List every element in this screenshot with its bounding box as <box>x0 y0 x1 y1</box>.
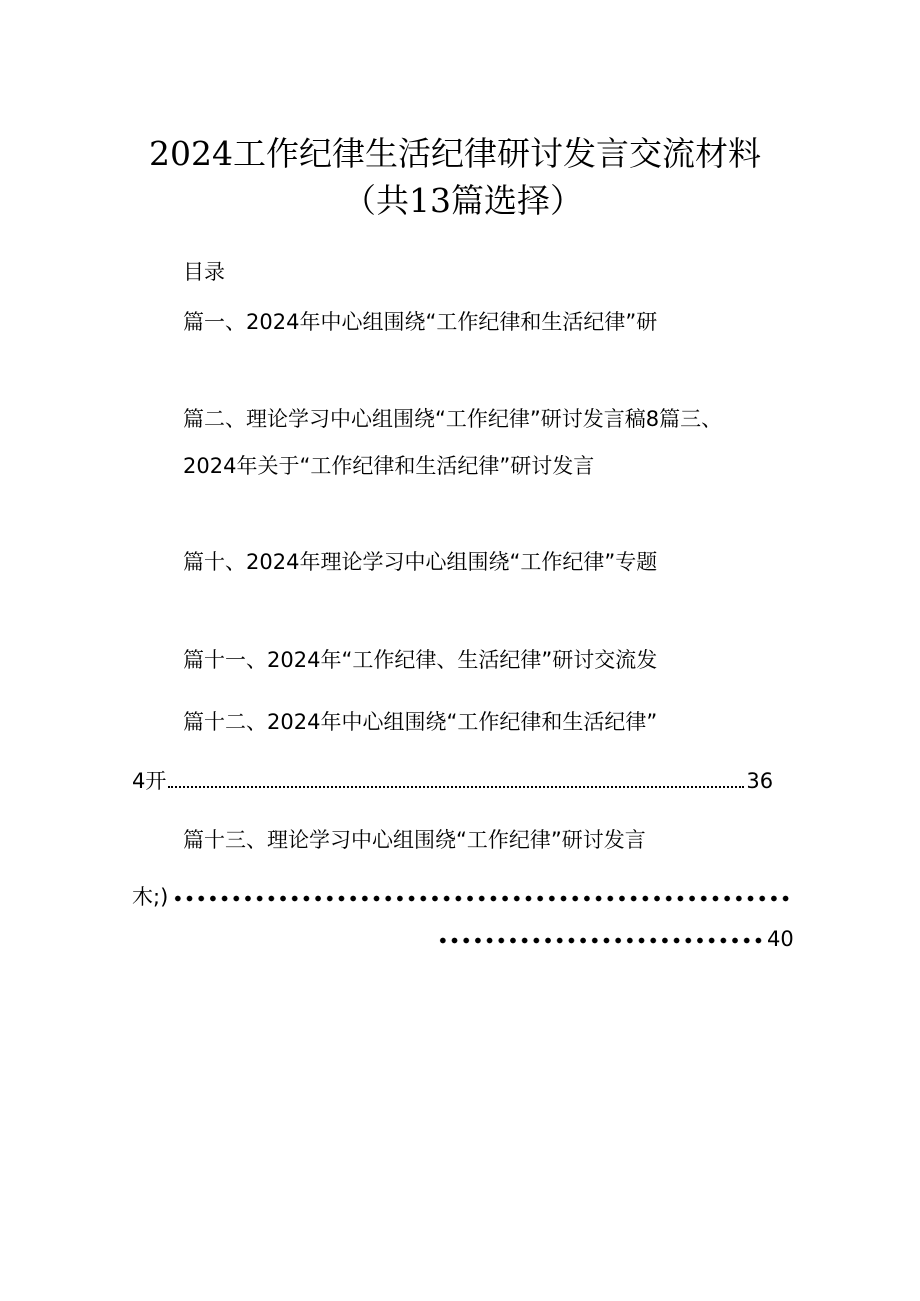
toc-entry-13-page-number: 40 <box>767 927 794 951</box>
toc-entry-11[interactable]: 篇十一、2024年“工作纪律、生活纪律”研讨交流发 <box>183 648 658 672</box>
toc-entry-1[interactable]: 篇一、2024年中心组围绕“工作纪律和生活纪律”研 <box>183 310 658 334</box>
toc-entry-13-continuation[interactable] <box>132 883 790 911</box>
toc-entry-3[interactable]: 2024年关于“工作纪律和生活纪律”研讨发言 <box>183 454 595 478</box>
toc-entry-12[interactable]: 篇十二、2024年中心组围绕“工作纪律和生活纪律” <box>183 710 658 734</box>
dot-leader <box>437 937 767 944</box>
toc-entry-2[interactable]: 篇二、理论学习中心组围绕“工作纪律”研讨发言稿8篇三、 <box>183 407 723 431</box>
document-title-line-1: 2024工作纪律生活纪律研讨发言交流材料 <box>149 134 761 173</box>
dot-leader <box>168 785 744 788</box>
toc-entry-13-continuation-2[interactable] <box>437 925 794 953</box>
document-title-line-2: （共13篇选择） <box>343 181 583 220</box>
toc-entry-13[interactable]: 篇十三、理论学习中心组围绕“工作纪律”研讨发言 <box>183 828 646 852</box>
toc-entry-12-continuation[interactable] <box>132 767 773 795</box>
dot-leader <box>172 895 790 902</box>
toc-entry-12-cont-text: 4开 <box>132 769 167 793</box>
toc-heading: 目录 <box>183 260 225 284</box>
toc-entry-12-page-number: 36 <box>746 769 774 793</box>
toc-entry-10[interactable]: 篇十、2024年理论学习中心组围绕“工作纪律”专题 <box>183 550 658 574</box>
toc-entry-13-cont-text: 木;) <box>132 885 169 909</box>
